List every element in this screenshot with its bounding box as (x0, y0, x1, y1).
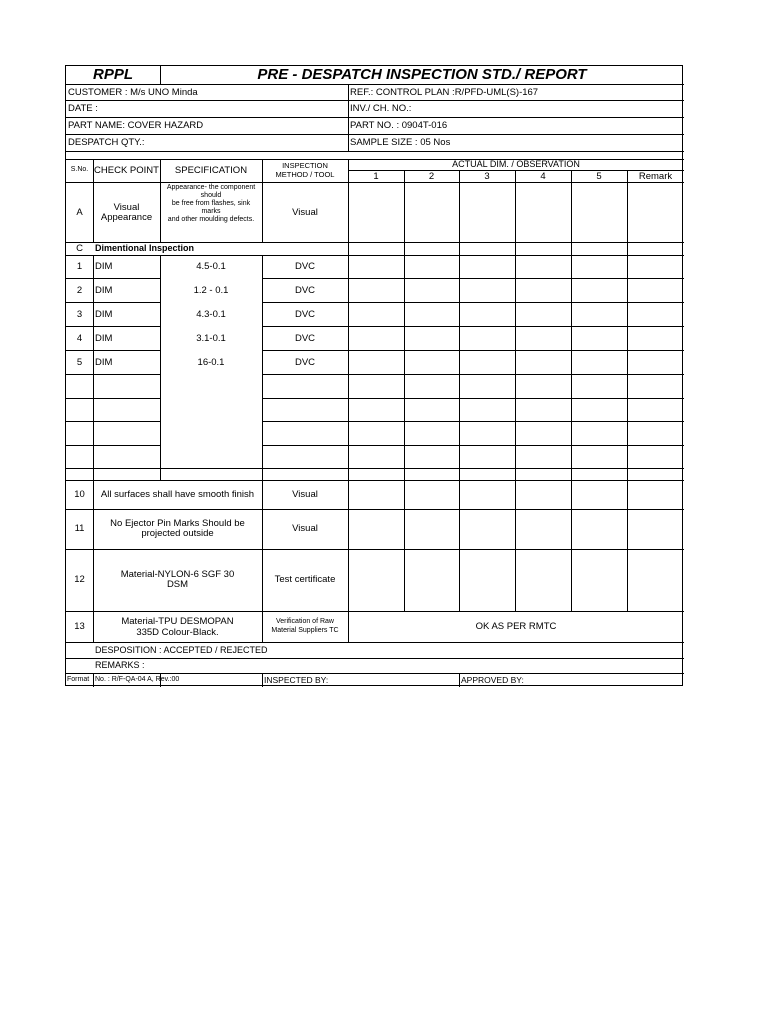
rule (262, 278, 684, 279)
col-obs-1: 1 (373, 171, 379, 182)
inspected-by-field: INSPECTED BY: (264, 675, 329, 685)
inspection-report-sheet (65, 65, 683, 686)
rule (93, 673, 94, 687)
rule (66, 278, 160, 279)
dim-row-sno: 2 (76, 285, 83, 296)
row-a-spec-2: should (200, 192, 222, 199)
dim-row-sno: 1 (76, 261, 83, 272)
rule (66, 658, 684, 659)
rule (66, 84, 684, 85)
row-10-sno: 10 (74, 489, 85, 500)
rule (66, 611, 684, 612)
section-c-sno: C (76, 243, 83, 254)
rule (627, 170, 628, 611)
rule (66, 255, 684, 256)
row-a-spec-5: and other moulding defects. (167, 216, 255, 223)
col-obs-5: 5 (596, 171, 602, 182)
rule (66, 549, 684, 550)
rule (66, 350, 160, 351)
dim-row-spec: 4.5-0.1 (196, 261, 226, 272)
rule (66, 673, 684, 674)
col-spec-header: SPECIFICATION (174, 165, 248, 176)
section-c-label: Dimentional Inspection (95, 243, 195, 253)
row-10-method: Visual (292, 489, 318, 500)
row-12-text-2: DSM (166, 579, 189, 590)
row-11-text-2: projected outside (141, 528, 214, 539)
row-13-result: OK AS PER RMTC (475, 621, 557, 632)
rule (262, 421, 684, 422)
row-a-check-2: Appearance (100, 212, 153, 223)
dim-row-check: DIM (95, 285, 113, 296)
dim-row-method: DVC (294, 309, 316, 320)
row-11-method: Visual (292, 523, 318, 534)
dim-row-check: DIM (95, 333, 113, 344)
rule (459, 170, 460, 611)
rule (66, 445, 160, 446)
rule (262, 398, 684, 399)
row-a-method: Visual (292, 207, 318, 218)
dim-row-sno: 3 (76, 309, 83, 320)
rule (262, 374, 684, 375)
dim-row-spec: 16-0.1 (197, 357, 225, 368)
rule (66, 509, 684, 510)
row-13-text-2: 335D Colour-Black. (136, 627, 219, 638)
col-method-header-2: METHOD / TOOL (275, 170, 335, 179)
col-obs-4: 4 (540, 171, 546, 182)
dim-row-method: DVC (294, 357, 316, 368)
dim-row-check: DIM (95, 357, 113, 368)
dim-row-spec: 1.2 - 0.1 (193, 285, 229, 296)
row-13-text-1: Material-TPU DESMOPAN (121, 616, 234, 627)
row-13-method-2: Material Suppliers TC (271, 627, 339, 634)
dim-row-spec: 3.1-0.1 (196, 333, 226, 344)
col-obs-2: 2 (428, 171, 435, 182)
rule (262, 673, 263, 687)
row-a-spec-3: be free from flashes, sink (171, 200, 251, 207)
row-10-text: All surfaces shall have smooth finish (100, 489, 255, 500)
row-11-sno: 11 (74, 523, 85, 534)
rule (66, 398, 160, 399)
rule (66, 326, 160, 327)
rule (66, 100, 684, 101)
despatch-qty-field: DESPATCH QTY.: (68, 137, 145, 148)
format-number: No. : R/F-QA-04 A, Rev.:00 (95, 676, 180, 683)
row-a-spec-4: marks (201, 208, 221, 215)
rule (262, 445, 684, 446)
row-12-method: Test certificate (274, 574, 336, 585)
remarks-field: REMARKS : (95, 660, 145, 670)
row-11-text-1: No Ejector Pin Marks Should be (110, 518, 245, 529)
date-field: DATE : (68, 103, 98, 114)
row-a-spec-1: Appearance- the component (166, 184, 256, 191)
part-no-field: PART NO. : 0904T-016 (350, 120, 448, 131)
rule (404, 170, 405, 611)
disposition-field: DESPOSITION : ACCEPTED / REJECTED (95, 645, 268, 655)
col-method-header-1: INSPECTION (282, 161, 328, 170)
company-name: RPPL (92, 66, 133, 83)
col-sno-header: S.No. (70, 166, 89, 173)
col-remark-header: Remark (638, 171, 673, 182)
col-check-header: CHECK POINT (94, 165, 159, 176)
report-title: PRE - DESPATCH INSPECTION STD./ REPORT (257, 66, 587, 83)
part-name-field: PART NAME: COVER HAZARD (68, 120, 204, 131)
row-a-sno: A (76, 207, 83, 218)
dim-row-method: DVC (294, 261, 316, 272)
invoice-field: INV./ CH. NO.: (350, 103, 412, 114)
rule (66, 134, 684, 135)
rule (348, 84, 349, 151)
rule (66, 117, 684, 118)
rule (66, 421, 160, 422)
customer-field: CUSTOMER : M/s UNO Minda (68, 87, 198, 98)
rule (515, 170, 516, 611)
rule (66, 468, 684, 469)
dim-row-method: DVC (294, 285, 316, 296)
rule (66, 642, 684, 643)
row-12-text-1: Material-NYLON-6 SGF 30 (120, 569, 235, 580)
rule (262, 326, 684, 327)
dim-row-spec: 4.3-0.1 (196, 309, 226, 320)
rule (571, 170, 572, 611)
rule (66, 151, 684, 152)
row-13-sno: 13 (74, 621, 85, 632)
rule (262, 350, 684, 351)
approved-by-field: APPROVED BY: (461, 675, 524, 685)
rule (459, 673, 460, 687)
col-obs-3: 3 (484, 171, 490, 182)
row-a-check-1: Visual (113, 202, 140, 213)
rule (66, 374, 160, 375)
col-actual-header: ACTUAL DIM. / OBSERVATION (452, 159, 580, 169)
sample-size-field: SAMPLE SIZE : 05 Nos (350, 137, 451, 148)
row-13-method-1: Verification of Raw (276, 618, 334, 625)
rule (66, 182, 684, 183)
rule (93, 255, 94, 611)
dim-row-sno: 4 (76, 333, 83, 344)
rule (262, 302, 684, 303)
rule (348, 159, 349, 642)
format-label: Format (67, 676, 90, 683)
row-12-sno: 12 (74, 574, 85, 585)
rule (66, 480, 684, 481)
dim-row-check: DIM (95, 261, 113, 272)
dim-row-check: DIM (95, 309, 113, 320)
dim-row-method: DVC (294, 333, 316, 344)
dim-row-sno: 5 (76, 357, 83, 368)
ref-field: REF.: CONTROL PLAN :R/PFD-UML(S)-167 (350, 87, 539, 98)
rule (66, 302, 160, 303)
